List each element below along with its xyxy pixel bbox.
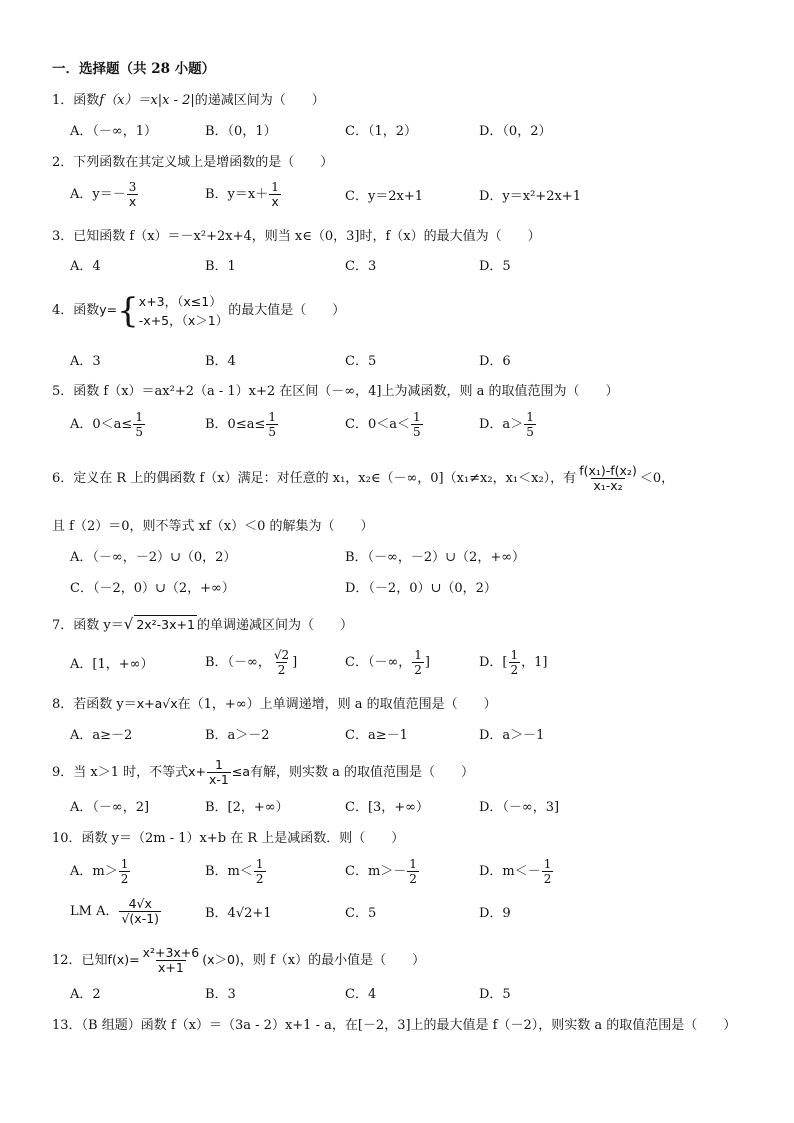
q9-option-c: C．[3，+∞）	[345, 800, 430, 815]
question-4-y-eq: y=	[99, 302, 118, 317]
question-6-fraction	[577, 464, 639, 493]
question-8-stem-pre: 8．若函数 y＝	[52, 697, 137, 712]
fraction-numerator: 1	[510, 648, 519, 662]
fraction-denominator: 2	[255, 872, 264, 886]
q9-option-d: D．（－∞，3]	[479, 800, 560, 815]
q8-option-c: C．a≥－1	[345, 728, 408, 743]
q7-option-c-post: ]	[424, 655, 430, 670]
question-9-expr-pre: x+	[188, 764, 207, 779]
q12-option-b: B．3	[205, 987, 236, 1002]
question-2: 2．下列函数在其定义域上是增函数的是（ ）	[52, 155, 334, 170]
q4-option-d: D．6	[479, 354, 511, 369]
fraction-numerator: 1	[409, 857, 417, 871]
q5-option-c	[345, 410, 424, 439]
q1-option-a: A．（－∞，1）	[70, 124, 157, 139]
q10-option-c-text: C．m＞－	[345, 864, 407, 879]
question-9-stem-post: 有解，则实数 a 的取值范围是（ ）	[250, 765, 475, 780]
fraction-numerator: 1	[414, 648, 422, 662]
fraction-numerator: 1	[526, 410, 534, 424]
question-6-stem-pre: 6．定义在 R 上的偶函数 f（x）满足：对任意的 x₁，x₂∈（－∞，0]（x₁≠x₂，x₁＜x₂），有	[52, 471, 577, 486]
piecewise-case-1: x+3，（x≤1）	[138, 293, 222, 309]
question-9-stem-pre: 9．当 x＞1 时，不等式	[52, 765, 189, 780]
q11-option-c: C．5	[345, 906, 377, 921]
q7-option-b	[205, 648, 297, 677]
q11-option-a	[70, 897, 162, 926]
question-7-stem-post: 的单调递减区间为（ ）	[196, 618, 353, 633]
question-1	[52, 92, 325, 110]
question-1-math: f（x）＝x|x - 2|	[99, 93, 195, 108]
piecewise-case-2: -x+5，（x＞1）	[138, 312, 229, 328]
question-7-radicand: 2x²-3x+1	[136, 617, 195, 632]
q2-option-b-fraction	[269, 180, 281, 209]
question-1-stem-pre: 1．函数	[52, 93, 100, 108]
section-title: 一．选择题（共 28 小题）	[52, 61, 216, 77]
fraction-numerator: 1	[271, 180, 279, 194]
q5-option-c-text: C．0＜a＜	[345, 417, 410, 432]
q7-option-d	[479, 648, 547, 677]
q6-option-d: D．（－2，0）∪（0，2）	[345, 581, 497, 596]
question-6	[52, 462, 674, 496]
q3-option-b: B．1	[205, 259, 236, 274]
fraction	[119, 857, 131, 886]
q5-option-b-text: B．0≤a≤	[205, 417, 266, 432]
q8-option-a: A．a≥－2	[70, 728, 133, 743]
q5-option-d	[479, 410, 537, 439]
q3-option-c: C．3	[345, 259, 377, 274]
q10-option-d	[479, 857, 554, 886]
question-4-stem-post: 的最大值是（ ）	[228, 303, 346, 318]
q11-option-d: D．9	[479, 906, 511, 921]
fraction	[411, 410, 423, 439]
q7-option-d-post: ，1]	[521, 655, 548, 670]
fraction-denominator: 2	[409, 872, 417, 886]
fraction-numerator: √2	[273, 648, 290, 662]
q2-option-c: C．y＝2x+1	[345, 189, 424, 204]
q7-option-c	[345, 648, 430, 677]
q4-option-c: C．5	[345, 354, 377, 369]
question-12-stem-pre: 12．已知	[52, 953, 108, 968]
question-7-stem-pre: 7．函数 y＝	[52, 618, 124, 633]
piecewise-brace: {	[117, 290, 139, 331]
piecewise-cases	[139, 292, 228, 330]
q7-option-c-text: C．（－∞，	[345, 655, 412, 670]
question-1-stem-post: 的递减区间为（ ）	[194, 93, 325, 108]
fraction-denominator: 2	[277, 663, 286, 677]
fraction-numerator: 1	[120, 857, 129, 871]
fraction	[272, 648, 291, 677]
fraction-numerator: 3	[128, 180, 137, 194]
fraction-numerator: x²+3x+6	[142, 945, 200, 960]
q2-option-a-text: A．y＝－	[70, 187, 126, 202]
q1-option-b: B．（0，1）	[205, 124, 277, 139]
question-7	[52, 615, 353, 635]
fraction-denominator: 2	[510, 663, 519, 677]
q7-option-d-text: D．[	[479, 655, 508, 670]
fraction-denominator: x-1	[209, 772, 229, 787]
fraction	[141, 946, 202, 975]
question-8	[52, 695, 497, 714]
q5-option-d-text: D．a＞	[479, 417, 524, 432]
question-10: 10．函数 y＝（2m - 1）x+b 在 R 上是减函数．则（ ）	[52, 831, 405, 846]
question-12-expr-post: (x＞0)	[202, 952, 240, 967]
fraction	[254, 857, 266, 886]
q5-option-b	[205, 410, 279, 439]
fraction-numerator: 1	[135, 410, 143, 424]
q5-option-a-text: A．0＜a≤	[70, 417, 133, 432]
q11-option-b: B．4√2+1	[205, 906, 272, 921]
question-12-expr-pre: f(x)=	[107, 952, 140, 967]
q7-option-b-text: B．（－∞，	[205, 655, 271, 670]
q8-option-b: B．a＞－2	[205, 728, 270, 743]
question-6-stem-post: ＜0，	[639, 471, 675, 486]
fraction	[207, 758, 231, 787]
q4-option-a: A．3	[70, 354, 101, 369]
q3-option-a: A．4	[70, 259, 101, 274]
question-4-stem-pre: 4．函数	[52, 303, 100, 318]
fraction	[412, 648, 424, 677]
q5-option-a	[70, 410, 146, 439]
q7-option-a: A．[1，+∞）	[70, 657, 154, 672]
fraction-denominator: 2	[120, 872, 129, 886]
fraction-numerator: 4√x	[128, 896, 152, 911]
question-4	[52, 290, 345, 331]
q1-option-d: D．（0，2）	[479, 124, 552, 139]
fraction-numerator: 1	[543, 857, 552, 871]
question-9-expr-post: ≤a	[231, 764, 251, 779]
fraction-denominator: 2	[543, 872, 552, 886]
fraction-denominator: x₁-x₂	[593, 478, 623, 493]
q10-option-a	[70, 857, 131, 886]
question-8-stem-post: 在（1，+∞）上单调递增，则 a 的取值范围是（ ）	[177, 697, 497, 712]
q3-option-d: D．5	[479, 259, 511, 274]
q2-option-a-fraction	[127, 180, 139, 209]
fraction-denominator: 5	[526, 425, 534, 439]
fraction-numerator: 1	[255, 857, 264, 871]
fraction-denominator: 5	[135, 425, 143, 439]
fraction	[266, 410, 278, 439]
q10-option-b	[205, 857, 267, 886]
question-13: 13．（B 组题）函数 f（x）＝（3a - 2）x+1 - a，在[－2，3]上的最大值是 f（－2），则实数 a 的取值范围是（ ）	[52, 1018, 737, 1033]
fraction-numerator: 1	[412, 410, 421, 424]
q2-option-b-text: B．y＝x＋	[205, 187, 269, 202]
q10-option-a-text: A．m＞	[70, 864, 118, 879]
fraction-numerator: f(x₁)-f(x₂)	[579, 463, 637, 478]
q9-option-b: B．[2，+∞）	[205, 800, 289, 815]
q2-option-d: D．y＝x²+2x+1	[479, 189, 581, 204]
fraction-denominator: x	[128, 194, 137, 209]
fraction-denominator: 5	[412, 425, 421, 439]
question-9	[52, 758, 474, 787]
q12-option-d: D．5	[479, 987, 511, 1002]
q10-option-d-text: D．m＜－	[479, 864, 541, 879]
question-6-continuation: 且 f（2）＝0，则不等式 xf（x）＜0 的解集为（ ）	[52, 519, 374, 534]
q1-option-c: C．（1，2）	[345, 124, 417, 139]
q12-option-a: A．2	[70, 987, 101, 1002]
q10-option-c	[345, 857, 420, 886]
fraction	[133, 410, 145, 439]
fraction-denominator: 5	[268, 425, 277, 439]
fraction	[524, 410, 536, 439]
fraction-denominator: x+1	[158, 960, 184, 975]
fraction-denominator: √(x-1)	[121, 911, 160, 926]
q7-option-b-post: ]	[292, 655, 298, 670]
fraction-denominator: 2	[414, 663, 422, 677]
q12-option-c: C．4	[345, 987, 377, 1002]
fraction	[119, 897, 161, 926]
q2-option-a	[70, 180, 139, 209]
q6-option-a: A．（－∞，－2）∪（0，2）	[70, 550, 237, 565]
q2-option-b	[205, 180, 282, 209]
fraction-numerator: 1	[268, 410, 277, 424]
q4-option-b: B．4	[205, 354, 236, 369]
fraction-numerator: 1	[214, 757, 223, 772]
question-3: 3．已知函数 f（x）＝－x²+2x+4，则当 x∈（0，3]时，f（x）的最大值为（ ）	[52, 229, 541, 244]
q6-option-c: C．（－2，0）∪（2，+∞）	[70, 581, 235, 596]
q6-option-b: B．（－∞，－2）∪（2，+∞）	[345, 550, 526, 565]
question-8-expression: x+a√x	[136, 696, 178, 711]
q10-option-b-text: B．m＜	[205, 864, 253, 879]
q9-option-a: A．（－∞，2]	[70, 800, 150, 815]
question-12-stem-post: ，则 f（x）的最小值是（ ）	[239, 953, 426, 968]
question-5: 5．函数 f（x）＝ax²+2（a - 1）x+2 在区间（－∞，4]上为减函数，则 a 的取值范围为（ ）	[52, 384, 619, 399]
question-12	[52, 945, 425, 976]
fraction	[509, 648, 521, 677]
fraction-denominator: x	[271, 194, 279, 209]
q8-option-d: D．a＞－1	[479, 728, 545, 743]
fraction	[407, 857, 419, 886]
q11-label: LM A．	[70, 904, 119, 919]
fraction	[542, 857, 554, 886]
sqrt-icon: √	[123, 615, 134, 633]
